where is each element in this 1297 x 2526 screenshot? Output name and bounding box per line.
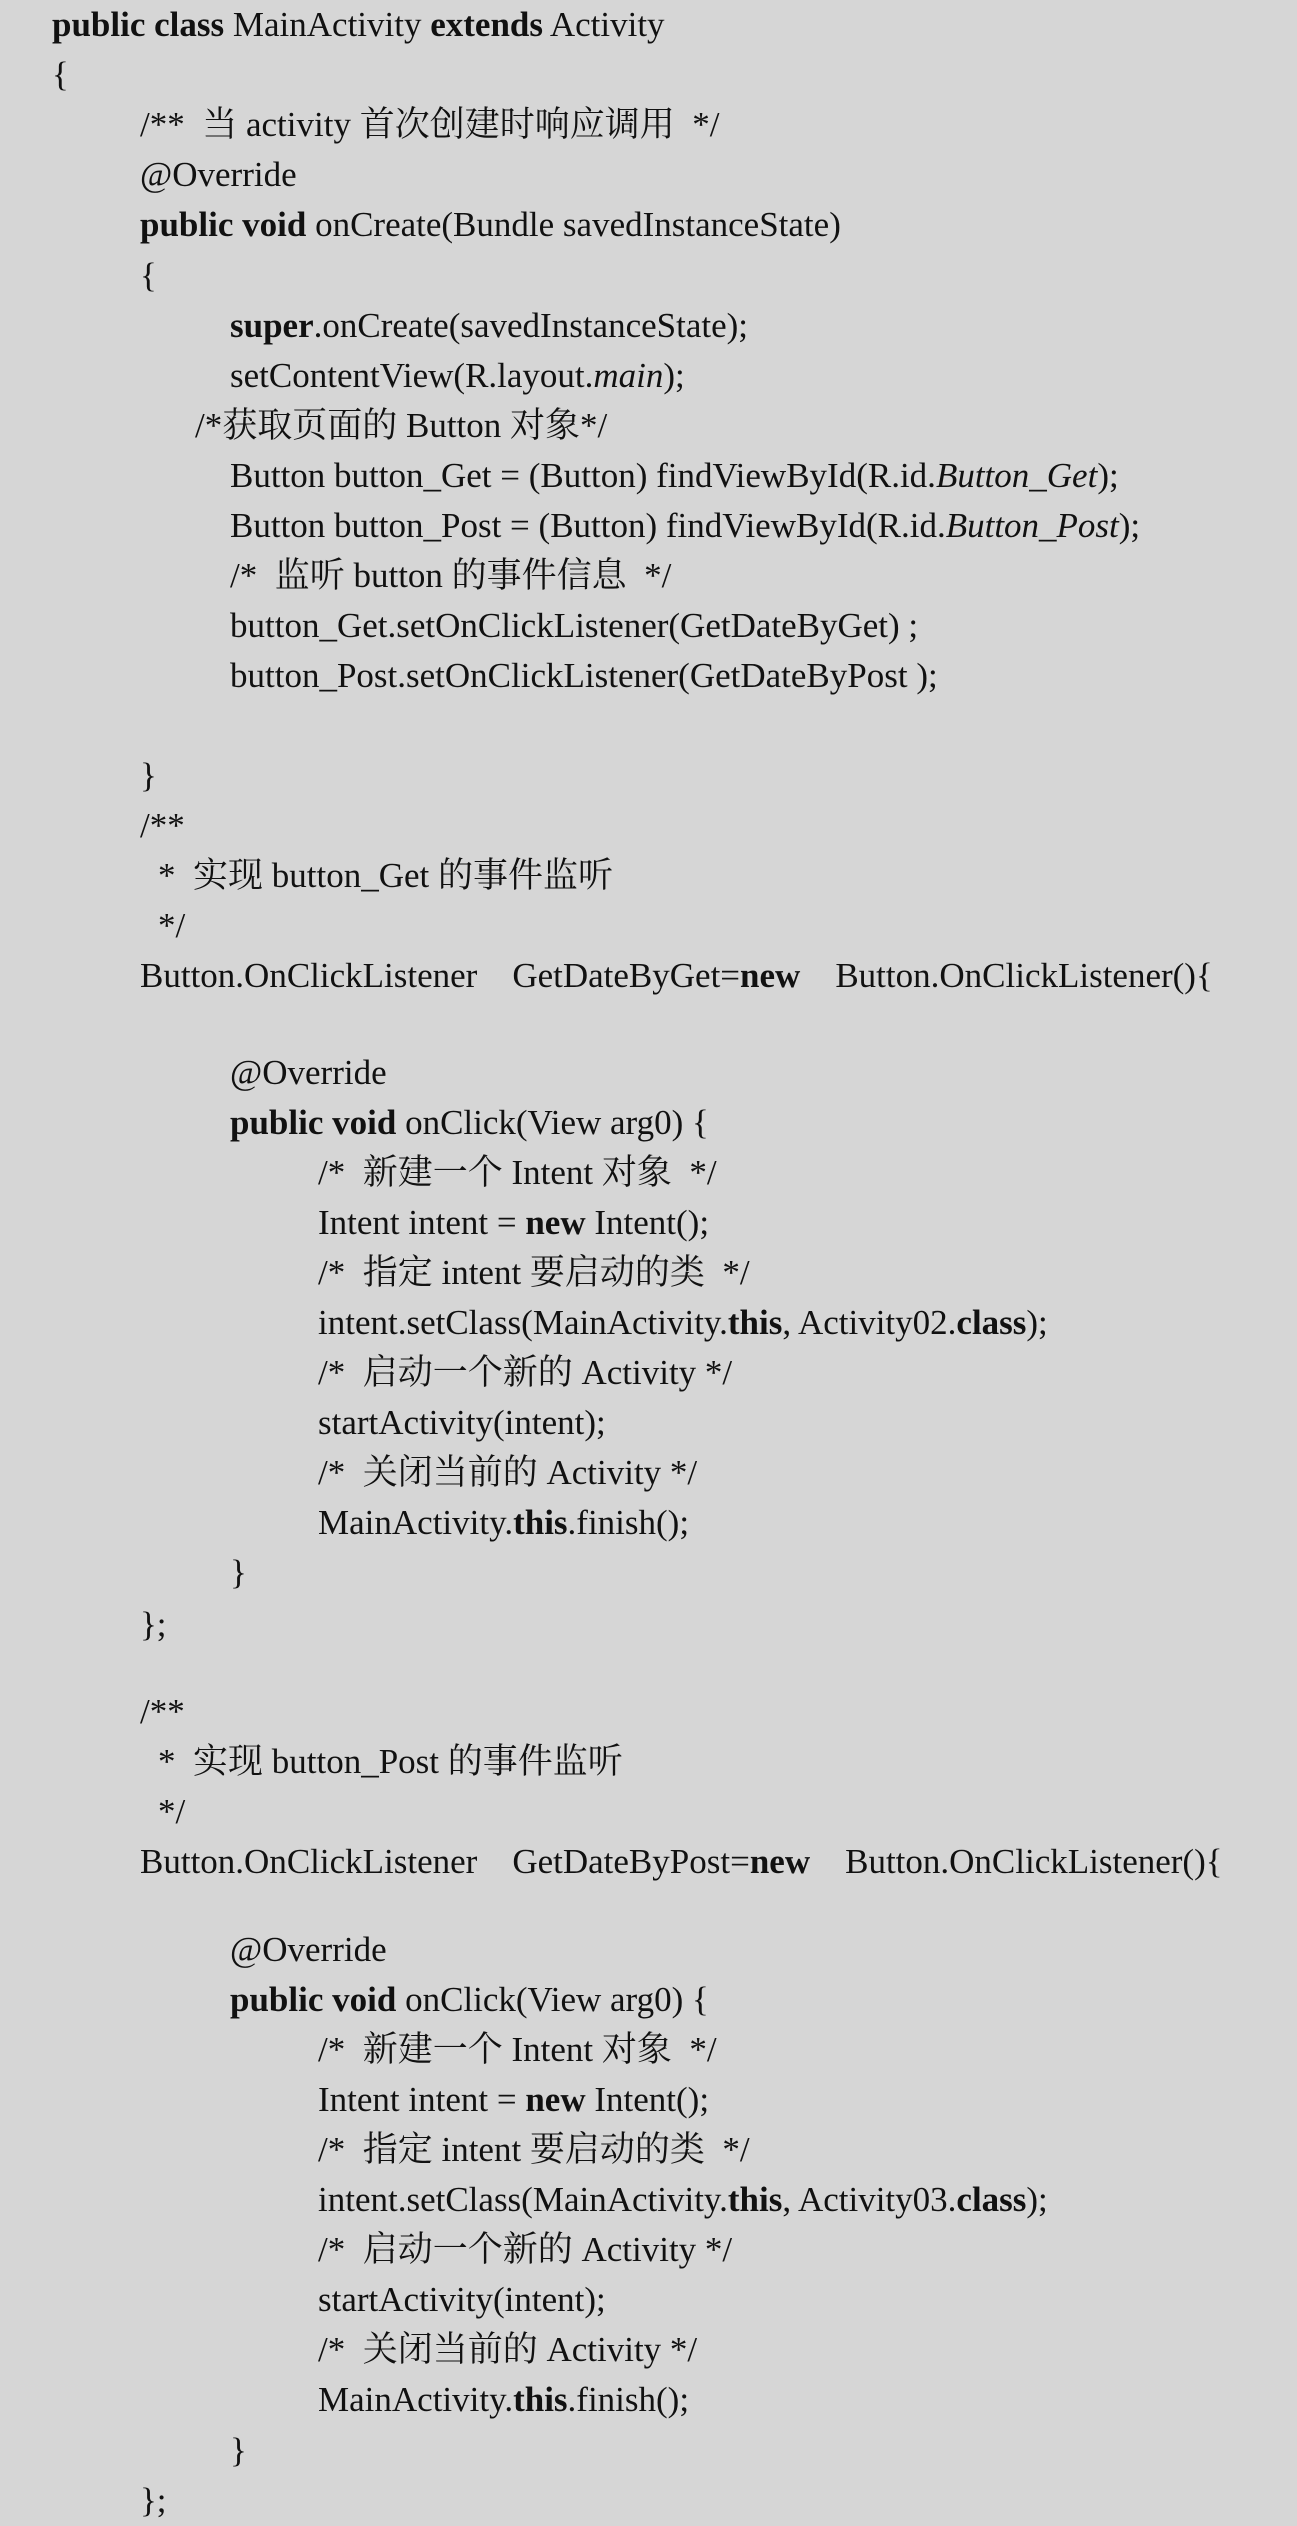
code-line bbox=[318, 2225, 732, 2275]
code-token: @Override bbox=[230, 1930, 387, 1969]
code-token: Button button_Post = (Button) findViewById(R.id. bbox=[230, 506, 946, 545]
code-line bbox=[230, 601, 918, 651]
code-token: { bbox=[140, 256, 157, 295]
code-token: } bbox=[230, 1553, 247, 1592]
code-token: /* 新建一个 Intent 对象 */ bbox=[318, 2030, 717, 2069]
code-token: } bbox=[140, 756, 157, 795]
code-token: ); bbox=[1097, 456, 1119, 495]
code-token: Button_Get bbox=[935, 456, 1098, 495]
code-token: Intent intent = bbox=[318, 1203, 526, 1242]
code-token: public class bbox=[52, 5, 225, 44]
code-token: Button.OnClickListener(){ bbox=[810, 1842, 1223, 1881]
code-line bbox=[230, 301, 748, 351]
code-token: this bbox=[513, 2380, 568, 2419]
code-token: /* 启动一个新的 Activity */ bbox=[318, 2230, 733, 2269]
code-token: Button.OnClickListener GetDateByGet= bbox=[140, 956, 741, 995]
code-token: new bbox=[749, 1842, 811, 1881]
code-token: this bbox=[513, 1503, 568, 1542]
code-line bbox=[230, 1925, 387, 1975]
code-token: Button button_Get = (Button) findViewById(R.id. bbox=[230, 456, 936, 495]
code-line bbox=[140, 200, 841, 250]
code-line bbox=[318, 1398, 606, 1448]
code-token: Button_Post bbox=[945, 506, 1119, 545]
code-line bbox=[230, 351, 685, 401]
code-line bbox=[318, 2075, 709, 2125]
code-line bbox=[318, 1198, 709, 1248]
code-token: MainActivity. bbox=[318, 1503, 514, 1542]
code-token: ); bbox=[1118, 506, 1141, 545]
code-line bbox=[230, 551, 671, 601]
code-token: */ bbox=[158, 906, 186, 945]
code-token: button_Post.setOnClickListener(GetDateByPost ); bbox=[230, 656, 938, 695]
code-token: Intent(); bbox=[585, 1203, 710, 1242]
code-line bbox=[318, 2175, 1048, 2225]
code-line bbox=[318, 1248, 750, 1298]
code-token: /* 监听 button 的事件信息 */ bbox=[230, 556, 672, 595]
code-line bbox=[318, 1298, 1048, 1348]
code-token: @Override bbox=[140, 155, 297, 194]
code-token: /* 启动一个新的 Activity */ bbox=[318, 1353, 733, 1392]
code-token: button_Get.setOnClickListener(GetDateByGet) ; bbox=[230, 606, 919, 645]
code-token: intent.setClass(MainActivity. bbox=[318, 1303, 728, 1342]
code-line bbox=[140, 251, 157, 301]
code-token: new bbox=[525, 2080, 586, 2119]
code-token: , Activity03. bbox=[782, 2180, 957, 2219]
code-token: ); bbox=[1026, 2180, 1048, 2219]
code-token: MainActivity bbox=[224, 5, 431, 44]
code-token: /* 关闭当前的 Activity */ bbox=[318, 2330, 698, 2369]
code-line bbox=[230, 1548, 247, 1598]
code-token: * 实现 button_Get 的事件监听 bbox=[158, 856, 613, 895]
code-token: /*获取页面的 Button 对象*/ bbox=[195, 406, 608, 445]
code-token: Button.OnClickListener GetDateByPost= bbox=[140, 1842, 750, 1881]
code-line bbox=[318, 1498, 689, 1548]
code-token: * 实现 button_Post 的事件监听 bbox=[158, 1742, 623, 1781]
code-token: extends bbox=[430, 5, 544, 44]
code-token: ); bbox=[663, 356, 685, 395]
code-token: public void bbox=[140, 205, 307, 244]
code-line bbox=[140, 2476, 167, 2526]
code-token: class bbox=[956, 2180, 1027, 2219]
code-line bbox=[318, 1348, 732, 1398]
code-token: /* 指定 intent 要启动的类 */ bbox=[318, 1253, 750, 1292]
code-line bbox=[318, 2325, 697, 2375]
code-line bbox=[158, 851, 613, 901]
code-line bbox=[140, 951, 1213, 1001]
code-line bbox=[140, 1600, 167, 1650]
code-token: class bbox=[956, 1303, 1027, 1342]
code-token: onClick(View arg0) { bbox=[396, 1980, 709, 2019]
code-token: { bbox=[52, 55, 69, 94]
code-token: Intent intent = bbox=[318, 2080, 526, 2119]
code-token: @Override bbox=[230, 1053, 387, 1092]
code-line bbox=[318, 2125, 750, 2175]
code-line bbox=[318, 1448, 697, 1498]
code-line bbox=[140, 1837, 1223, 1887]
code-line bbox=[230, 651, 938, 701]
code-line bbox=[230, 451, 1119, 501]
code-line bbox=[230, 1048, 387, 1098]
code-token: MainActivity. bbox=[318, 2380, 514, 2419]
code-token: Button.OnClickListener(){ bbox=[800, 956, 1213, 995]
code-line bbox=[140, 1687, 185, 1737]
code-line bbox=[52, 50, 69, 100]
code-token: /** bbox=[140, 806, 185, 845]
code-line bbox=[230, 2426, 247, 2476]
code-token: new bbox=[740, 956, 801, 995]
code-token: main bbox=[593, 356, 664, 395]
code-token: /** bbox=[140, 1692, 185, 1731]
code-token: intent.setClass(MainActivity. bbox=[318, 2180, 728, 2219]
code-line bbox=[230, 1975, 709, 2025]
code-token: startActivity(intent); bbox=[318, 2280, 606, 2319]
code-token: onClick(View arg0) { bbox=[396, 1103, 709, 1142]
code-line bbox=[318, 2375, 689, 2425]
code-line bbox=[230, 1098, 709, 1148]
code-token: .finish(); bbox=[567, 1503, 690, 1542]
code-line bbox=[140, 751, 157, 801]
code-token: */ bbox=[158, 1792, 186, 1831]
code-token: this bbox=[727, 1303, 783, 1342]
code-line bbox=[158, 901, 185, 951]
code-token: this bbox=[727, 2180, 783, 2219]
code-line bbox=[230, 501, 1140, 551]
code-line bbox=[318, 2025, 717, 2075]
code-token: super bbox=[230, 306, 314, 345]
code-line bbox=[158, 1737, 623, 1787]
code-line bbox=[140, 150, 297, 200]
code-token: startActivity(intent); bbox=[318, 1403, 606, 1442]
code-token: /* 指定 intent 要启动的类 */ bbox=[318, 2130, 750, 2169]
code-token: /* 新建一个 Intent 对象 */ bbox=[318, 1153, 717, 1192]
code-token: /** 当 activity 首次创建时响应调用 */ bbox=[140, 105, 720, 144]
code-token: new bbox=[525, 1203, 586, 1242]
code-token: }; bbox=[140, 1605, 167, 1644]
code-token: public void bbox=[230, 1103, 397, 1142]
code-token: Intent(); bbox=[585, 2080, 710, 2119]
code-token: ); bbox=[1026, 1303, 1048, 1342]
code-token: .finish(); bbox=[567, 2380, 690, 2419]
code-token: setContentView(R.layout. bbox=[230, 356, 594, 395]
code-token: Activity bbox=[543, 5, 665, 44]
code-token: /* 关闭当前的 Activity */ bbox=[318, 1453, 698, 1492]
code-token: public void bbox=[230, 1980, 397, 2019]
code-token: , Activity02. bbox=[782, 1303, 957, 1342]
code-line bbox=[195, 401, 607, 451]
code-token: .onCreate(savedInstanceState); bbox=[313, 306, 749, 345]
code-line bbox=[52, 0, 665, 50]
code-line bbox=[318, 1148, 717, 1198]
code-line bbox=[158, 1787, 185, 1837]
code-token: } bbox=[230, 2431, 247, 2470]
code-token: onCreate(Bundle savedInstanceState) bbox=[306, 205, 841, 244]
code-line bbox=[140, 100, 719, 150]
code-token: }; bbox=[140, 2481, 167, 2520]
code-line bbox=[318, 2275, 606, 2325]
code-line bbox=[140, 801, 185, 851]
